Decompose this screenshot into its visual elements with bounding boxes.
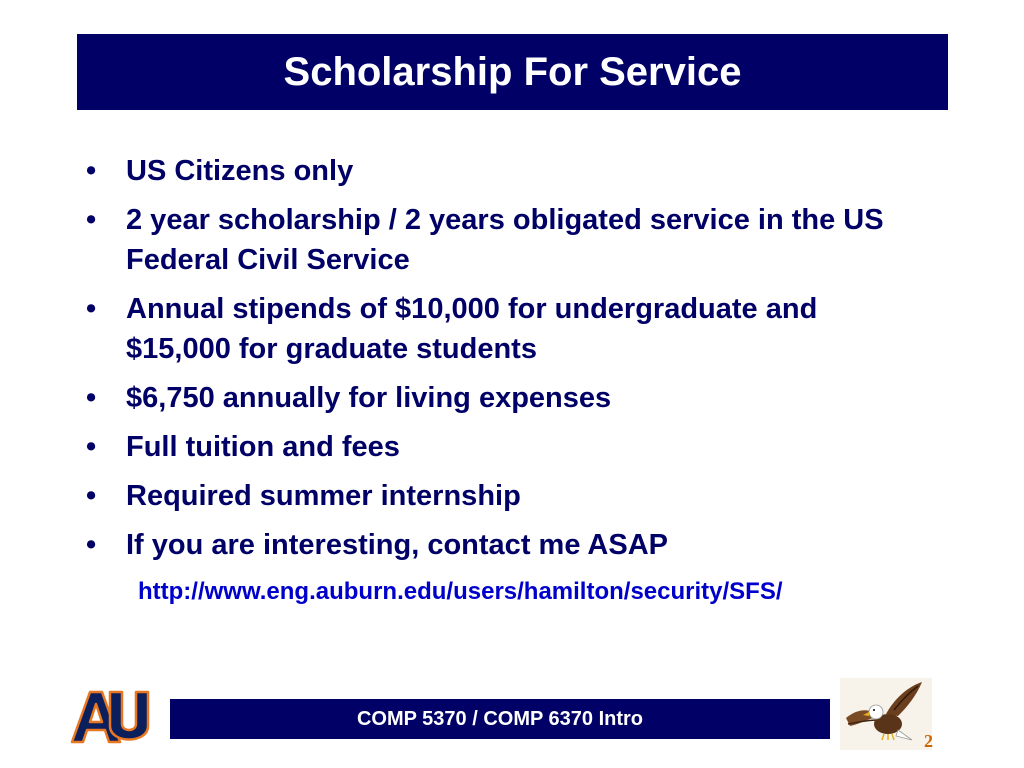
footer-text: COMP 5370 / COMP 6370 Intro (356, 707, 644, 730)
bullet-marker: • (86, 293, 97, 325)
bullet-marker: • (86, 431, 97, 463)
auburn-au-logo (70, 684, 150, 750)
bullet-marker: • (86, 204, 97, 236)
eagle-icon (840, 678, 932, 750)
bullet-text: Full tuition and fees (126, 431, 400, 463)
bullet-item (86, 427, 926, 467)
bullet-marker: • (86, 155, 97, 187)
bullet-text: Required summer internship (126, 480, 521, 512)
bullet-text: Annual stipends of $10,000 for undergraduate and $15,000 for graduate students (126, 293, 818, 365)
sfs-link[interactable]: http://www.eng.auburn.edu/users/hamilton/security/SFS/ (138, 578, 783, 605)
bullet-marker: • (86, 480, 97, 512)
page-number: 2 (924, 731, 933, 751)
bullet-item (86, 476, 926, 516)
bullet-marker: • (86, 382, 97, 414)
bullet-text: US Citizens only (126, 155, 354, 187)
bullet-item (86, 525, 926, 565)
bullet-item (86, 200, 926, 280)
bullet-text: $6,750 annually for living expenses (126, 382, 612, 414)
bullet-item (86, 378, 926, 418)
footer-bar (170, 699, 830, 739)
bullet-text: If you are interesting, contact me ASAP (126, 529, 668, 561)
title-bar (77, 34, 948, 110)
bullet-list (86, 151, 926, 574)
bullet-text: 2 year scholarship / 2 years obligated service in the US Federal Civil Service (126, 204, 884, 276)
bullet-item (86, 151, 926, 191)
slide-title: Scholarship For Service (283, 49, 742, 94)
bullet-marker: • (86, 529, 97, 561)
bullet-item (86, 289, 926, 369)
